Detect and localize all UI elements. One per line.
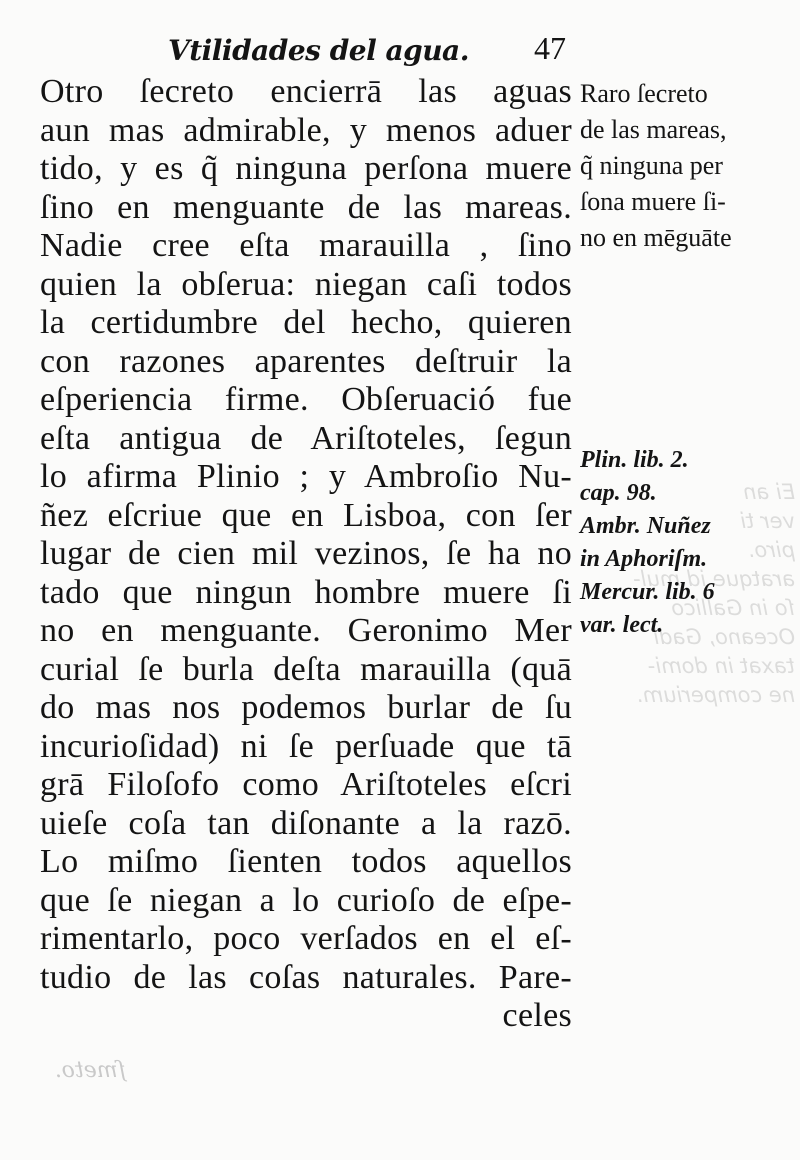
text-line: lugar de cien mil vezinos, ſe ha no <box>40 535 572 572</box>
catchword: celes <box>502 997 572 1034</box>
text-line: tido, y es q̃ ninguna perſona muere <box>40 150 572 187</box>
citation-line: cap. 98. <box>580 480 657 506</box>
text-line: no en menguante. Geronimo Mer <box>40 612 572 649</box>
text-line: aun mas admirable, y menos aduer <box>40 111 572 149</box>
text-line: la certidumbre del hecho, quieren <box>40 304 572 341</box>
text-line: tudio de las coſas naturales. Pare- <box>40 958 572 996</box>
text-line: con razones aparentes deſtruir la <box>40 342 572 380</box>
page-number: 47 <box>534 30 566 66</box>
text-line: rimentarlo, poco verſados en el eſ- <box>40 920 572 957</box>
text-line: Lo miſmo ſienten todos aquellos <box>40 843 572 880</box>
margin-note-line: ſona muere ſi- <box>580 187 726 216</box>
citation-line: Plin. lib. 2. <box>580 447 689 473</box>
text-line: uieſe coſa tan diſonante a la razō. <box>40 804 572 842</box>
margin-note-line: no en mēguāte <box>580 223 732 252</box>
text-line: curial ſe burla deſta marauilla (quā <box>40 650 572 688</box>
text-line: eſperiencia firme. Obſeruació fue <box>40 381 572 418</box>
text-line: ñez eſcriue que en Lisboa, con ſer <box>40 496 572 534</box>
text-line: Nadie cree eſta marauilla , ſino <box>40 227 572 264</box>
main-text-column <box>40 73 572 1036</box>
citation-line: var. lect. <box>580 612 664 638</box>
text-line: eſta antigua de Ariſtoteles, ſegun <box>40 419 572 457</box>
citation-line: in Aphoriſm. <box>580 546 708 572</box>
page-header <box>168 30 578 70</box>
text-line: Otro ſecreto encierrā las aguas <box>40 73 572 110</box>
margin-note-citations <box>580 444 785 642</box>
text-line: grā Filoſofo como Ariſtoteles eſcri <box>40 766 572 803</box>
margin-note-line: q̃ ninguna per <box>580 151 723 180</box>
text-line: incurioſidad) ni ſe perſuade que tā <box>40 727 572 765</box>
text-line: do mas nos podemos burlar de ſu <box>40 689 572 726</box>
margin-note-line: de las mareas, <box>580 115 727 144</box>
text-line: tado que ningun hombre muere ſi <box>40 573 572 611</box>
citation-line: Mercur. lib. 6 <box>580 579 715 605</box>
bleed-through-bottom: ſmeto. <box>55 1058 126 1083</box>
text-line: ſino en menguante de las mareas. <box>40 188 572 226</box>
text-line: quien la obſerua: niegan caſi todos <box>40 265 572 303</box>
margin-note-line: Raro ſecreto <box>580 79 708 108</box>
running-head: Vtilidades del agua. <box>168 34 469 67</box>
margin-note-secret <box>580 76 785 256</box>
text-line: que ſe niegan a lo curioſo de eſpe- <box>40 881 572 919</box>
citation-line: Ambr. Nuñez <box>580 513 711 539</box>
text-line: lo afirma Plinio ; y Ambroſio Nu- <box>40 458 572 495</box>
bleed-through-text: Ei an ver ti piro. aratque id mul- ſo in Gallico Oceano, Gadi taxat in domi- ne comperium. <box>633 480 795 707</box>
